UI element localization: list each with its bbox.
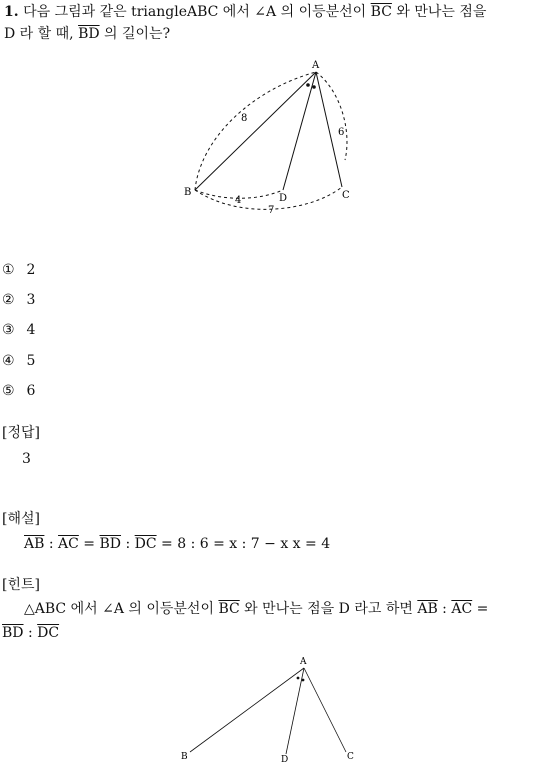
- choice-2[interactable]: [2, 291, 35, 309]
- angle-mark-1: [306, 83, 310, 87]
- hint-triangle-figure: [0, 654, 534, 764]
- bisector-ad: [286, 668, 304, 754]
- side-ab: [195, 72, 316, 190]
- seg-ac: $\overline{AC}$: [451, 601, 473, 617]
- colon: :: [121, 536, 135, 552]
- seg-ab: $\overline{AB}$: [417, 601, 438, 617]
- choice-value: 5: [26, 353, 36, 369]
- hint-line-2: [2, 623, 59, 643]
- choice-4[interactable]: [2, 352, 35, 370]
- label-c: C: [342, 190, 350, 201]
- choice-mark: ①: [2, 262, 15, 278]
- choice-1[interactable]: [2, 261, 35, 279]
- segment-bc: $\overline{BC}$: [370, 4, 392, 20]
- label-d: D: [281, 755, 289, 764]
- choice-mark: ④: [2, 353, 15, 369]
- question-number: 1.: [4, 4, 19, 20]
- length-ac: 6: [338, 127, 345, 138]
- angle-mark-2: [312, 85, 316, 89]
- colon: :: [23, 625, 38, 641]
- label-a: A: [312, 60, 320, 71]
- side-ac: [304, 668, 346, 752]
- seg-bc: $\overline{BC}$: [218, 601, 240, 617]
- question-line-1: [4, 2, 486, 22]
- choice-mark: ③: [2, 322, 15, 338]
- length-bc: 7: [268, 205, 275, 216]
- label-a: A: [300, 657, 307, 667]
- label-b: B: [181, 752, 188, 762]
- choice-mark: ⑤: [2, 383, 15, 399]
- length-bd: 4: [235, 195, 242, 206]
- hint-label: [힌트]: [2, 577, 40, 593]
- arc-ac: [316, 72, 347, 160]
- triangle-figure: [0, 50, 534, 280]
- seg-dc: $\overline{DC}$: [134, 536, 157, 552]
- side-ab: [190, 668, 304, 752]
- question-text-1a: 다음 그림과 같은 triangleABC 에서 ∠A 의 이등분선이: [23, 4, 367, 20]
- hint-text-b: 와 만나는 점을 D 라고 하면: [244, 601, 413, 617]
- seg-ac: $\overline{AC}$: [58, 536, 79, 552]
- segment-bd: $\overline{BD}$: [78, 26, 100, 42]
- choice-value: 4: [26, 322, 36, 338]
- question-text-2a: D 라 할 때,: [4, 26, 74, 42]
- seg-ab: $\overline{AB}$: [24, 536, 45, 552]
- choice-mark: ②: [2, 292, 15, 308]
- choice-3[interactable]: [2, 321, 35, 339]
- explanation-formula: [24, 534, 330, 554]
- question-line-2: [4, 24, 170, 44]
- colon: :: [437, 601, 452, 617]
- label-c: C: [347, 752, 354, 762]
- choice-value: 3: [26, 292, 36, 308]
- equals: =: [472, 601, 489, 617]
- choice-5[interactable]: [2, 382, 35, 400]
- choice-value: 2: [26, 262, 36, 278]
- explanation-rest: = 8 : 6 = x : 7 − x x = 4: [156, 536, 331, 552]
- question-text-1b: 와 만나는 점을: [396, 4, 487, 20]
- hint-line-1: [24, 599, 488, 619]
- answer-value: 3: [22, 451, 31, 467]
- label-d: D: [279, 193, 288, 204]
- equals: =: [78, 536, 100, 552]
- seg-dc: $\overline{DC}$: [37, 625, 60, 641]
- answer-label: [정답]: [2, 425, 40, 441]
- explanation-label: [해설]: [2, 511, 40, 527]
- colon: :: [44, 536, 59, 552]
- angle-mark-1: [297, 677, 300, 680]
- angle-mark-2: [302, 679, 305, 682]
- length-ab: 8: [241, 113, 248, 124]
- label-b: B: [184, 187, 192, 198]
- bisector-ad: [283, 72, 316, 190]
- seg-bd: $\overline{BD}$: [99, 536, 122, 552]
- choice-value: 6: [26, 383, 36, 399]
- hint-text-a: △ABC 에서 ∠A 의 이등분선이: [24, 601, 214, 617]
- seg-bd: $\overline{BD}$: [2, 625, 24, 641]
- question-text-2b: 의 길이는?: [104, 26, 171, 42]
